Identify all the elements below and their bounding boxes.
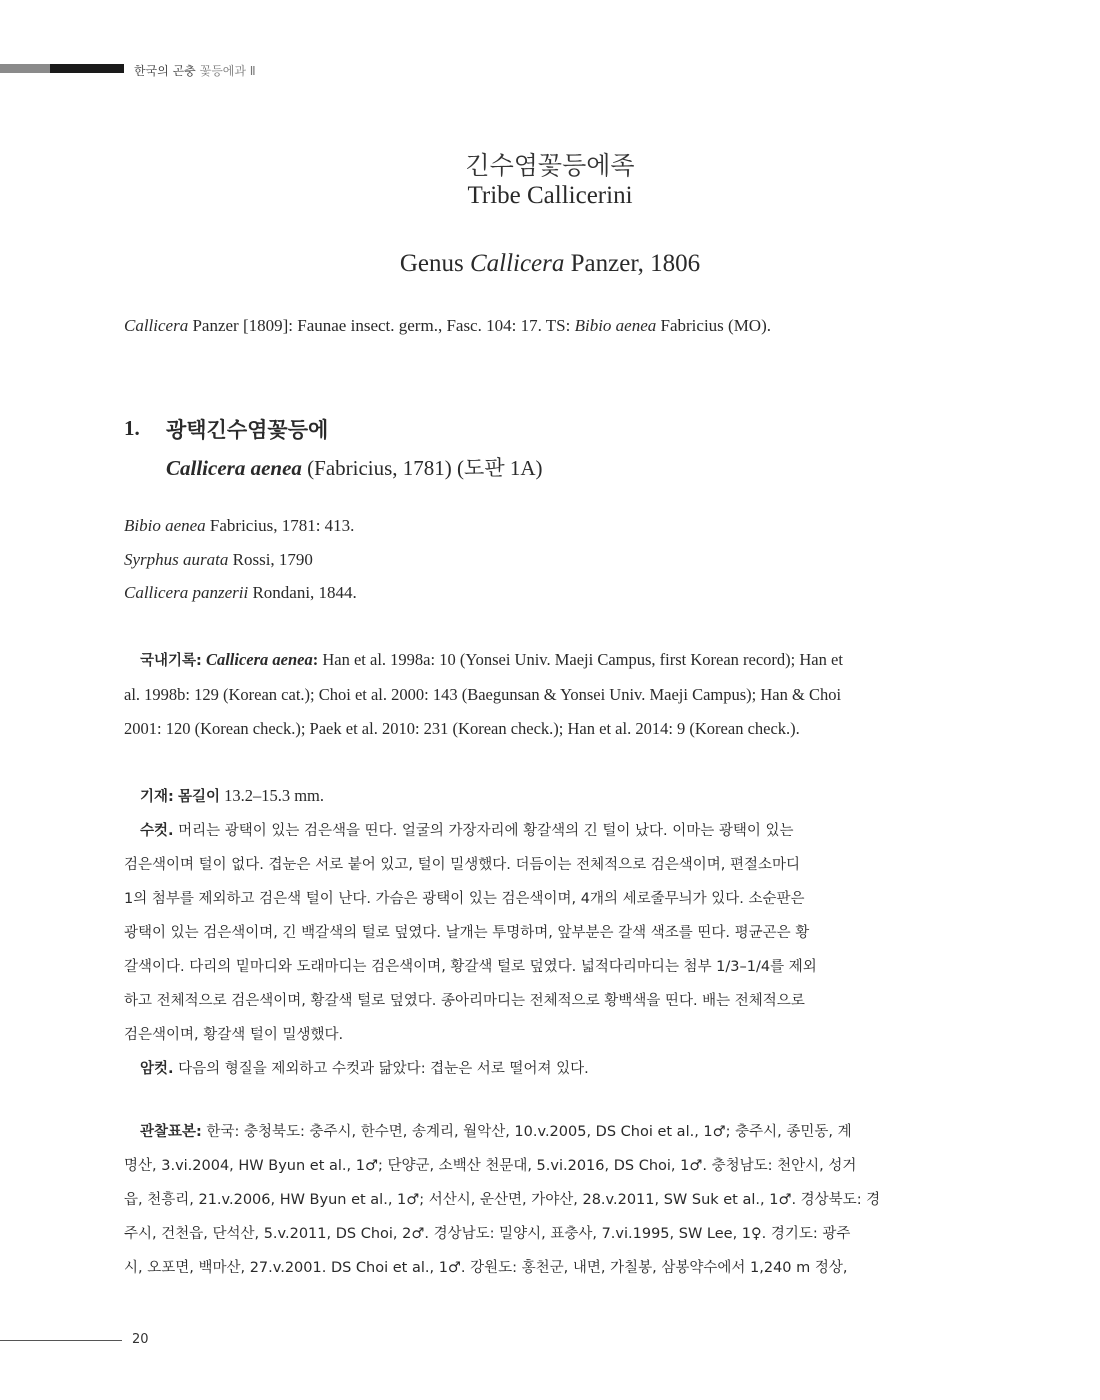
genus-ref-name: Callicera bbox=[124, 316, 189, 335]
male-description-line bbox=[124, 814, 950, 848]
synonym-name: Syrphus aurata bbox=[124, 550, 229, 569]
genus-ref-text-end: Fabricius (MO). bbox=[656, 316, 771, 335]
genus-prefix: Genus bbox=[399, 250, 470, 277]
synonym-item bbox=[124, 550, 313, 570]
synonym-author: Fabricius, 1781: 413. bbox=[205, 516, 355, 535]
specimens-paragraph bbox=[124, 1115, 950, 1285]
male-description-line: 검은색이며, 황갈색 털이 밀생했다. bbox=[124, 1027, 344, 1043]
female-description-line bbox=[124, 1052, 950, 1086]
header-bar-gray bbox=[0, 64, 50, 73]
synonym-item bbox=[124, 583, 357, 603]
species-korean-name: 광택긴수염꽃등에 bbox=[166, 418, 329, 442]
records-line bbox=[124, 643, 950, 678]
male-description-line: 갈색이다. 다리의 밑마디와 도래마디는 검은색이며, 황갈색 털로 덮였다. 넓적다리마디는 첨부 1/3–1/4를 제외 bbox=[124, 959, 817, 975]
male-label: 수컷. bbox=[140, 823, 174, 839]
header-bar-black bbox=[50, 64, 124, 73]
genus-ref-type-species: Bibio aenea bbox=[574, 316, 657, 335]
tribe-title-latin: Tribe Callicerini bbox=[467, 182, 633, 209]
body-length-label: 몸길이 bbox=[177, 789, 220, 805]
running-header bbox=[134, 62, 256, 79]
specimens-line: 시, 오포면, 백마산, 27.v.2001. DS Choi et al., 1♂. 강원도: 홍천군, 내면, 가칠봉, 삼봉약수에서 1,240 m 정상, bbox=[124, 1260, 848, 1276]
body-length-value: 13.2–15.3 mm. bbox=[219, 786, 325, 805]
synonym-item bbox=[124, 516, 354, 536]
male-description-line: 검은색이며 털이 없다. 겹눈은 서로 붙어 있고, 털이 밀생했다. 더듬이는 전체적으로 검은색이며, 편절소마디 bbox=[124, 857, 801, 873]
synonym-name: Callicera panzerii bbox=[124, 583, 249, 602]
specimens-line: 명산, 3.vi.2004, HW Byun et al., 1♂; 단양군, 소백산 천문대, 5.vi.2016, DS Choi, 1♂. 충청남도: 천안시, 성거 bbox=[124, 1158, 857, 1174]
species-scientific-name bbox=[166, 452, 543, 482]
female-text: 다음의 형질을 제외하고 수컷과 닮았다: 겹눈은 서로 떨어져 있다. bbox=[173, 1061, 589, 1077]
footer-rule bbox=[0, 1340, 122, 1341]
records-line: 2001: 120 (Korean check.); Paek et al. 2010: 231 (Korean check.); Han et al. 2014: 9 (Korean check.). bbox=[124, 719, 800, 738]
records-text: Han et al. 1998a: 10 (Yonsei Univ. Maeji Campus, first Korean record); Han et bbox=[318, 650, 843, 669]
genus-name: Callicera bbox=[469, 250, 565, 277]
description-paragraph bbox=[124, 779, 950, 1086]
female-label: 암컷. bbox=[140, 1061, 174, 1077]
records-label: 국내기록: bbox=[140, 653, 202, 669]
records-colon: : bbox=[312, 650, 319, 669]
korean-records-paragraph bbox=[124, 643, 950, 746]
page-number: 20 bbox=[132, 1332, 149, 1347]
header-series: 한국의 곤충 bbox=[134, 64, 196, 78]
records-line: al. 1998b: 129 (Korean cat.); Choi et al. 2000: 143 (Baegunsan & Yonsei Univ. Maeji Campus); Han & Choi bbox=[124, 685, 842, 704]
specimens-line bbox=[124, 1115, 950, 1149]
male-description-line: 1의 첨부를 제외하고 검은색 털이 난다. 가슴은 광택이 있는 검은색이며, 4개의 세로줄무늬가 있다. 소순판은 bbox=[124, 891, 805, 907]
male-description-line: 하고 전체적으로 검은색이며, 황갈색 털로 덮였다. 종아리마디는 전체적으로 황백색을 띤다. 배는 전체적으로 bbox=[124, 993, 805, 1009]
male-text: 머리는 광택이 있는 검은색을 띤다. 얼굴의 가장자리에 황갈색의 긴 털이 났다. 이마는 광택이 있는 bbox=[173, 823, 794, 839]
species-binomial: Callicera aenea bbox=[166, 456, 302, 480]
synonym-name: Bibio aenea bbox=[124, 516, 206, 535]
species-author: (Fabricius, 1781) (도판 1A) bbox=[301, 456, 543, 480]
synonym-author: Rossi, 1790 bbox=[228, 550, 313, 569]
male-description-line: 광택이 있는 검은색이며, 긴 백갈색의 털로 덮였다. 날개는 투명하며, 앞부분은 갈색 색조를 띤다. 평균곤은 황 bbox=[124, 925, 810, 941]
specimens-line: 읍, 천흥리, 21.v.2006, HW Byun et al., 1♂; 서산시, 운산면, 가야산, 28.v.2011, SW Suk et al., 1♂. 경상북도: 경 bbox=[124, 1192, 881, 1208]
species-number: 1. bbox=[124, 416, 140, 440]
specimens-text: 한국: 충청북도: 충주시, 한수면, 송계리, 월악산, 10.v.2005, DS Choi et al., 1♂; 충주시, 종민동, 계 bbox=[201, 1124, 852, 1140]
description-label: 기재: bbox=[140, 789, 174, 805]
genus-ref-text: Panzer [1809]: Faunae insect. germ., Fasc. 104: 17. TS: bbox=[188, 316, 575, 335]
specimens-label: 관찰표본: bbox=[140, 1124, 202, 1140]
synonym-author: Rondani, 1844. bbox=[248, 583, 357, 602]
records-taxon: Callicera aenea bbox=[205, 650, 313, 669]
genus-reference bbox=[124, 316, 771, 336]
description-length-line bbox=[124, 779, 950, 814]
tribe-title-korean: 긴수염꽃등에족 bbox=[465, 151, 635, 180]
specimens-line: 주시, 건천읍, 단석산, 5.v.2011, DS Choi, 2♂. 경상남도: 밀양시, 표충사, 7.vi.1995, SW Lee, 1♀. 경기도: 광주 bbox=[124, 1226, 851, 1242]
genus-author: Panzer, 1806 bbox=[564, 250, 701, 277]
header-volume: 꽃등에과 Ⅱ bbox=[199, 64, 256, 78]
genus-title bbox=[0, 250, 1100, 278]
